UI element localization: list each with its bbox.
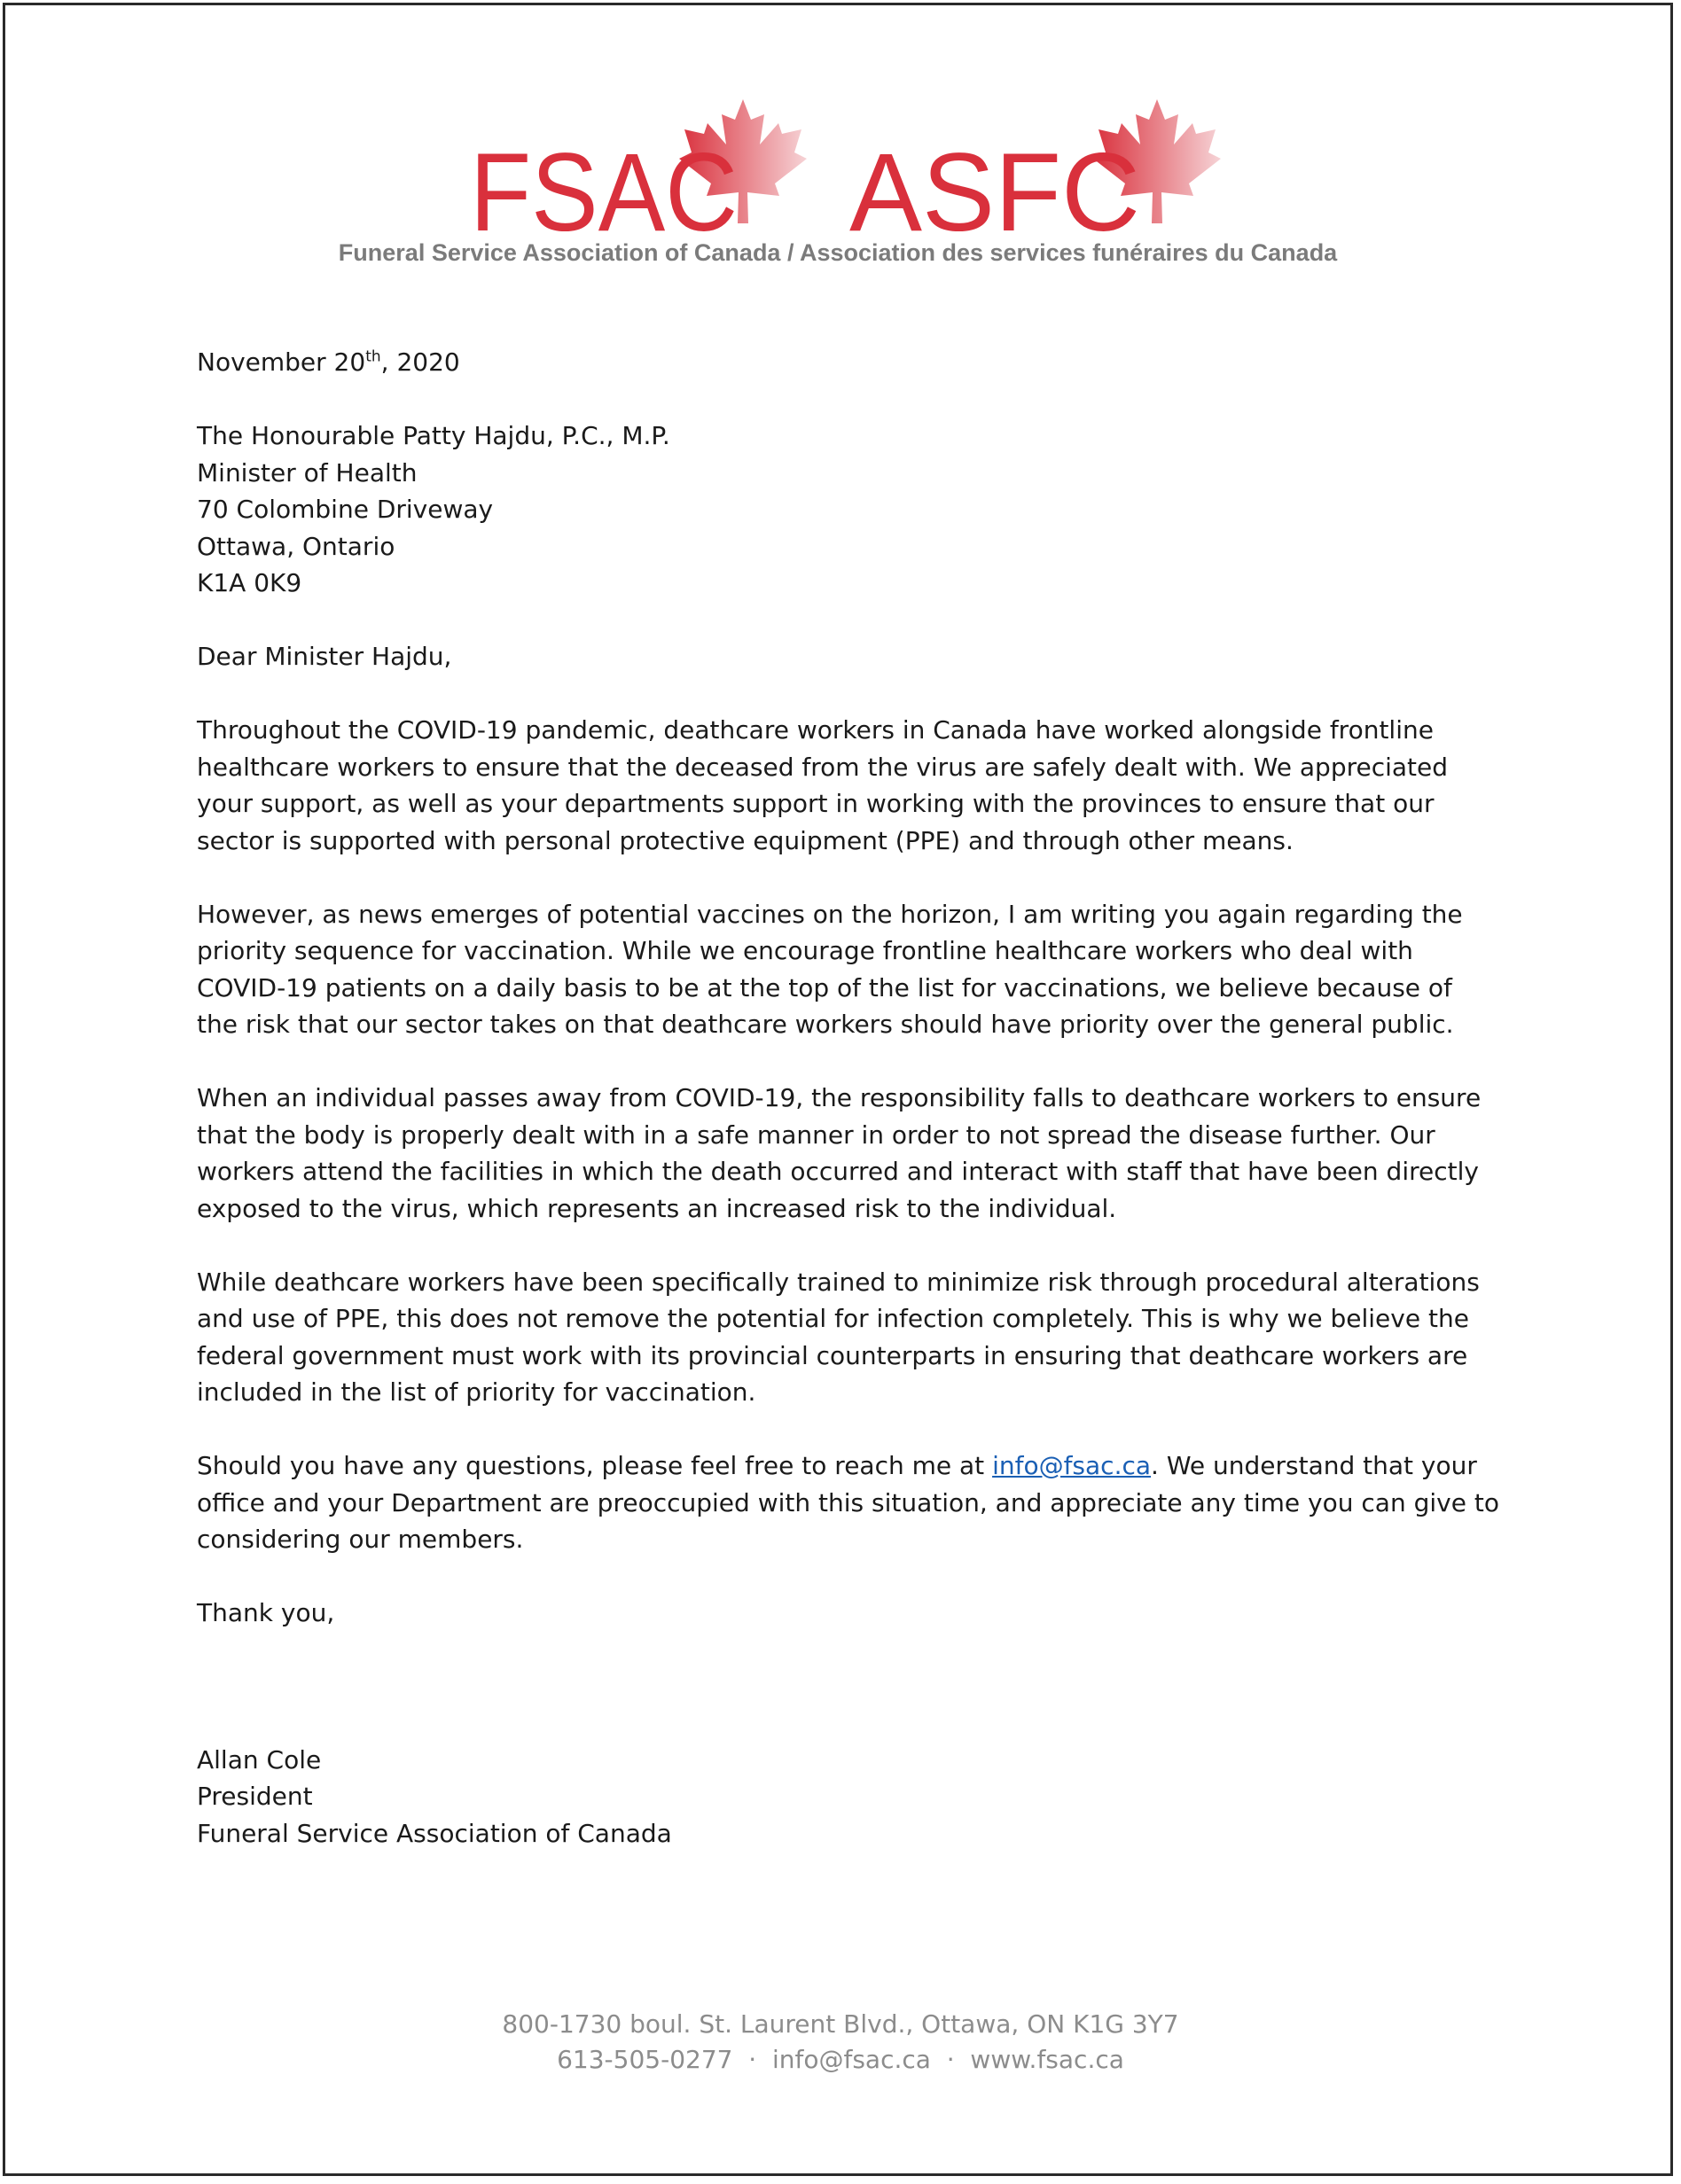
paragraph-5-tail: . We understand that your office and your Department are preoccupied with this situation, and appreciate any time you can give to considering our members.: [197, 1451, 1499, 1554]
closing: Thank you,: [197, 1598, 335, 1627]
footer-address: 800-1730 boul. St. Laurent Blvd., Ottawa, ON K1G 3Y7: [502, 2009, 1179, 2039]
date-text: November 20: [197, 347, 366, 377]
recipient-street: 70 Colombine Driveway: [197, 495, 494, 524]
signature-space: [197, 1632, 1500, 1742]
signer-title: President: [197, 1782, 313, 1811]
logo-asfc-text: ASFC: [849, 131, 1140, 244]
recipient-city: Ottawa, Ontario: [197, 531, 395, 561]
body-paragraph-5: [197, 1447, 1500, 1558]
footer-contact: 613-505-0277 · info@fsac.ca · www.fsac.ca: [557, 2045, 1124, 2074]
paragraph-5-lead: Should you have any questions, please feel free to reach me at: [197, 1451, 993, 1480]
body-paragraph-1: Throughout the COVID-19 pandemic, deathcare workers in Canada have worked alongside frontline healthcare workers to ensure that the deceased from the virus are safely dealt with. We appreciated your support, as well as your departments support in working with the provinces to ensure that our sector is supported with personal protective equipment (PPE) and through other means.: [197, 715, 1449, 855]
recipient-address: [197, 417, 1500, 602]
body-paragraph-4: While deathcare workers have been specifically trained to minimize risk through procedural alterations and use of PPE, this does not remove the potential for infection completely. This is why we believe the federal government must work with its provincial counterparts in ensuring that deathcare workers are included in the list of priority for vaccination.: [197, 1267, 1480, 1407]
letter-body: [197, 344, 1500, 1852]
date-year: , 2020: [380, 347, 460, 377]
letter-date: [197, 344, 1500, 381]
email-link[interactable]: info@fsac.ca: [992, 1451, 1152, 1480]
signer-name: Allan Cole: [197, 1744, 322, 1774]
date-ordinal: th: [365, 347, 381, 366]
recipient-name: The Honourable Patty Hajdu, P.C., M.P.: [197, 421, 670, 450]
recipient-postal-code: K1A 0K9: [197, 568, 302, 597]
body-paragraph-2: However, as news emerges of potential vaccines on the horizon, I am writing you again regarding the priority sequence for vaccination. While we encourage frontline healthcare workers who deal with COVID-19 patients on a daily basis to be at the top of the list for vaccinations, we believe because of the risk that our sector takes on that deathcare workers should have priority over the general public.: [197, 899, 1463, 1039]
recipient-title: Minister of Health: [197, 457, 418, 488]
letter-footer: [0, 2007, 1681, 2078]
signature-block: [197, 1742, 1500, 1852]
signer-organization: Funeral Service Association of Canada: [197, 1818, 672, 1848]
logo-fsac-text: FSAC: [470, 131, 738, 244]
organization-name-line: Funeral Service Association of Canada / Association des services funéraires du Canada: [338, 239, 1338, 266]
salutation: Dear Minister Hajdu,: [197, 642, 452, 671]
fsac-asfc-logo: [337, 93, 1339, 244]
letterhead: [337, 93, 1339, 275]
body-paragraph-3: When an individual passes away from COVID-19, the responsibility falls to deathcare workers to ensure that the body is properly dealt with in a safe manner in order to not spread the disease further. Our workers attend the facilities in which the death occurred and interact with staff that have been directly exposed to the virus, which represents an increased risk to the individual.: [197, 1083, 1482, 1223]
